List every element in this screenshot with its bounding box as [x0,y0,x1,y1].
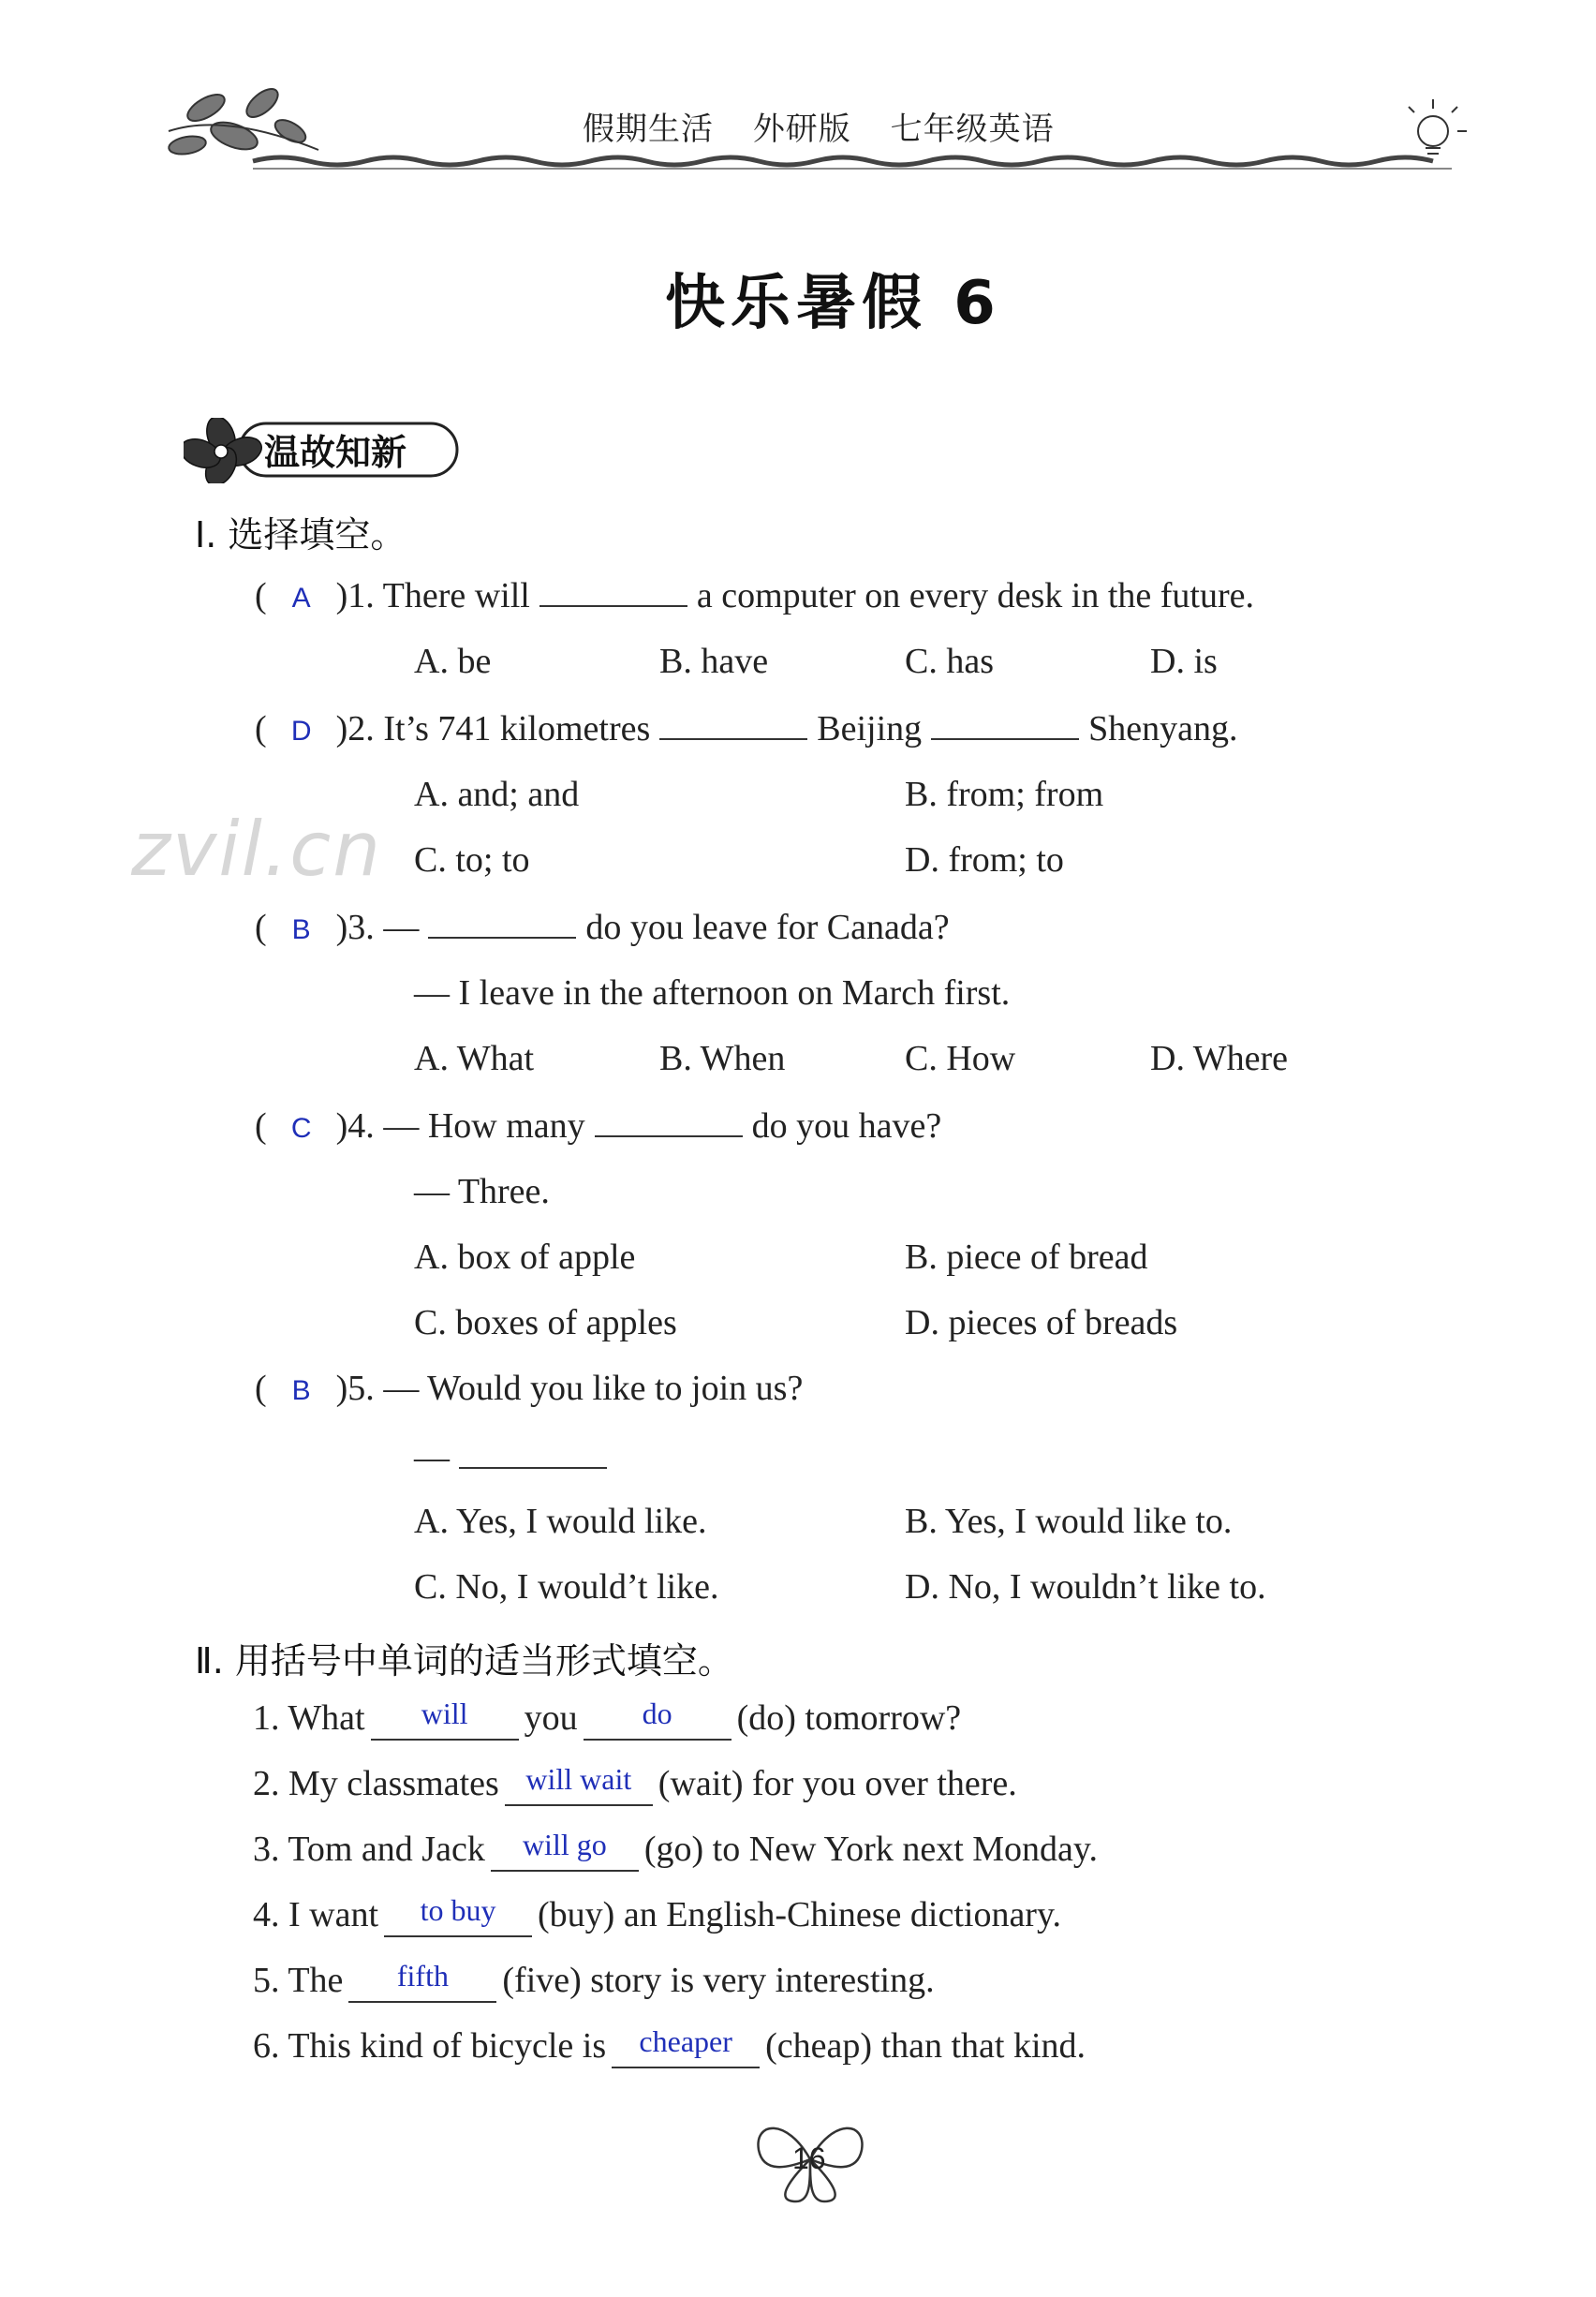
fill-blank [371,1697,519,1741]
option: A. be [414,642,492,681]
lightbulb-icon [1409,99,1467,154]
fill-answer: will [421,1697,468,1730]
fill-blank [384,1894,532,1937]
answer-4: C [290,1113,312,1144]
fill-blank [505,1763,653,1806]
answer-5: B [291,1375,311,1406]
option: C. boxes of apples [414,1303,677,1342]
blank [931,706,1079,740]
fill-answer: fifth [396,1959,449,1993]
fill-item-2: 2. My classmates will wait (wait) for you over there. [253,1763,1017,1806]
fill-blank [612,2025,760,2068]
fill-item-1: 1. What will you do (do) tomorrow? [253,1697,961,1741]
option: B. piece of bread [905,1237,1148,1277]
blank [595,1104,743,1137]
fill-answer: to buy [420,1893,496,1927]
option: A. What [414,1039,535,1078]
header-grade: 七年级英语 [890,111,1055,148]
question-3: ( B )3. — do you leave for Canada? [255,905,950,948]
header-book: 假期生活 [583,111,714,148]
question-5-reply: — [414,1435,616,1478]
option: D. is [1150,642,1218,681]
answer-3: B [291,914,311,945]
question-5: ( B )5. — Would you like to join us? [255,1369,804,1408]
fill-blank [491,1829,639,1872]
blank [659,706,807,740]
section2-heading: Ⅱ. 用括号中单词的适当形式填空。 [195,1640,733,1682]
option: B. Yes, I would like to. [905,1502,1233,1541]
fill-answer: do [642,1697,672,1730]
question-4-reply: — Three. [414,1172,550,1211]
option: D. Where [1150,1039,1289,1078]
page-number: 16 [792,2141,826,2175]
blank [428,905,576,939]
option: C. No, I would’t like. [414,1567,719,1607]
plant-icon [168,83,318,156]
fill-item-5: 5. The fifth (five) story is very interesting. [253,1960,935,2003]
fill-answer: will go [522,1828,607,1861]
fill-item-4: 4. I want to buy (buy) an English-Chinese dictionary. [253,1894,1061,1937]
fill-item-3: 3. Tom and Jack will go (go) to New York next Monday. [253,1829,1098,1872]
option: C. has [905,642,994,681]
option: D. No, I wouldn’t like to. [905,1567,1266,1607]
option: B. from; from [905,775,1104,814]
fill-item-6: 6. This kind of bicycle is cheaper (cheap) than that kind. [253,2025,1086,2068]
page-title: 快乐暑假 6 [665,269,1001,338]
blank [459,1435,607,1469]
option: D. from; to [905,840,1064,880]
option: B. When [659,1039,786,1078]
option: B. have [659,642,769,681]
fill-answer: will wait [525,1762,632,1796]
header-edition: 外研版 [752,111,851,148]
option: C. How [905,1039,1016,1078]
fill-answer: cheaper [639,2024,732,2058]
fill-blank [584,1697,732,1741]
watermark: zvil.cn [131,806,382,893]
option: A. Yes, I would like. [414,1502,707,1541]
option: A. box of apple [414,1237,636,1277]
question-2: ( D )2. It’s 741 kilometres Beijing Shenyang. [255,706,1238,749]
question-1: ( A )1. There will a computer on every desk in the future. [255,573,1254,616]
answer-2: D [290,716,312,747]
section1-heading: Ⅰ. 选择填空。 [195,514,406,556]
option: D. pieces of breads [905,1303,1178,1342]
badge-label: 温故知新 [264,432,407,473]
wavy-rule [253,157,1433,165]
option: A. and; and [414,775,580,814]
fill-blank [348,1960,496,2003]
header-text [583,103,1083,149]
question-3-reply: — I leave in the afternoon on March first. [414,973,1011,1013]
blank [539,573,687,607]
answer-1: A [291,583,311,614]
question-4: ( C )4. — How many do you have? [255,1104,941,1147]
option: C. to; to [414,840,530,880]
